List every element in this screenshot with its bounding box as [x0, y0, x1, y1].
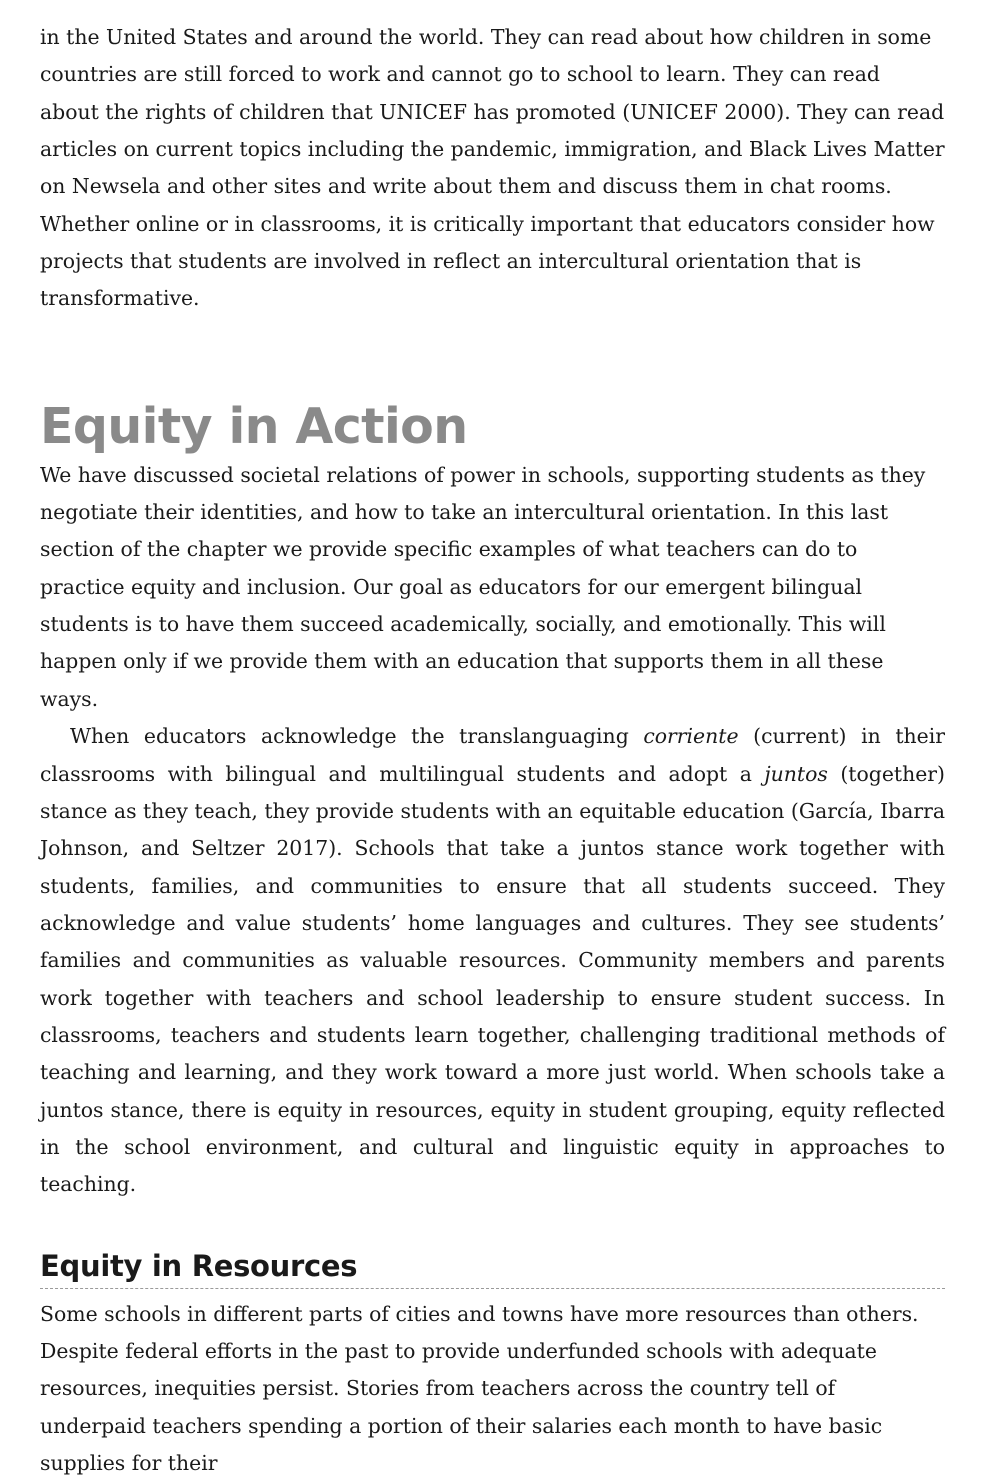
paragraph-text: (together) stance as they teach, they provide students with an equitable education (García, Ibarra Johnson, and Seltzer 2017). Schools that take a juntos stance work together with students, families, and communities to ensure that all students succeed. They acknowledge and value students’ home languages and cultures. They see students’ families and communities as valuable resources. Community members and parents work together with teachers and school leadership to ensure student success. In classrooms, teachers and students learn together, challenging traditional methods of teaching and learning, and they work toward a more just world. When schools take a juntos stance, there is equity in resources, equity in student grouping, equity reflected in the school environment, and cultural and linguistic equity in approaches to teaching.: [40, 761, 946, 1197]
paragraph-text: (current) in their classrooms with bilingual and multilingual students and adopt a: [40, 724, 945, 786]
section-heading: Equity in Action: [40, 397, 468, 455]
italic-term-juntos: juntos: [764, 761, 828, 786]
subsection-paragraph: Some schools in different parts of cities and towns have more resources than others. Despite federal efforts in the past to provide underfunded schools with adequate resources, inequities persist. Stories from teachers across the country tell of underpaid teachers spending a portion of their salaries each month to have basic supplies for their: [40, 1301, 919, 1475]
section-paragraph-1: We have discussed societal relations of power in schools, supporting students as they negotiate their identities, and how to take an intercultural orientation. In this last section of the chapter we provide specific examples of what teachers can do to practice equity and inclusion. Our goal as educators for our emergent bilingual students is to have them succeed academically, socially, and emotionally. This will happen only if we provide them with an education that supports them in all these ways.: [40, 462, 926, 711]
section-paragraph-2: [40, 718, 945, 1203]
paragraph-text: When educators acknowledge the translanguaging: [70, 724, 644, 749]
dashed-divider: [40, 1288, 945, 1289]
italic-term-corriente: corriente: [643, 724, 739, 749]
intro-paragraph: in the United States and around the world. They can read about how children in some countries are still forced to work and cannot go to school to learn. They can read about the rights of children that UNICEF has promoted (UNICEF 2000). They can read articles on current topics including the pandemic, immigration, and Black Lives Matter on Newsela and other sites and write about them and discuss them in chat rooms. Whether online or in classrooms, it is critically important that educators consider how projects that students are involved in reflect an intercultural orientation that is transformative.: [40, 25, 945, 311]
document-page: [40, 0, 945, 1482]
subsection-heading: Equity in Resources: [40, 1248, 358, 1283]
